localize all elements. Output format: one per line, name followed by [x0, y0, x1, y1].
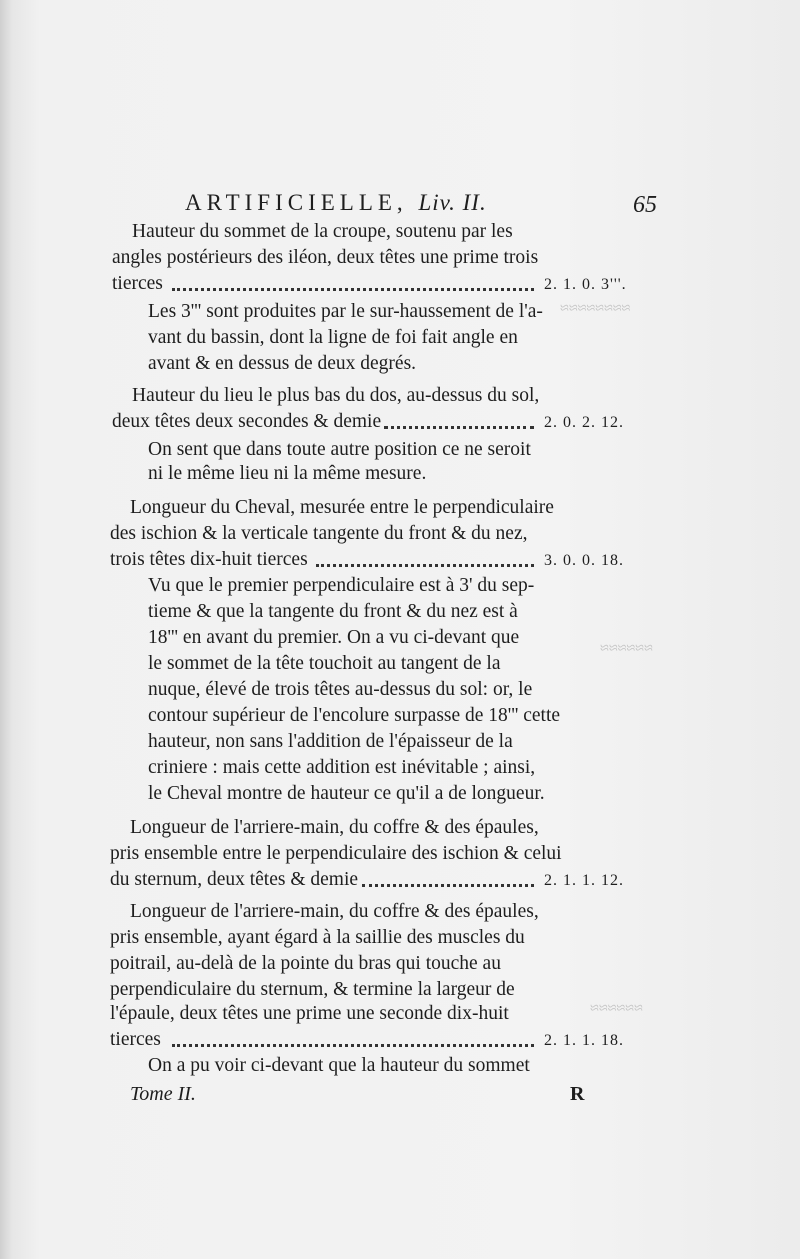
- text-line: hauteur, non sans l'addition de l'épaisseur de la: [148, 731, 513, 752]
- text-line: Hauteur du sommet de la croupe, soutenu par les: [132, 221, 513, 242]
- dot-leader: [172, 1044, 534, 1047]
- text-line: Vu que le premier perpendiculaire est à 3' du sep-: [148, 575, 535, 596]
- text-line: vant du bassin, dont la ligne de foi fait angle en: [148, 327, 518, 348]
- measure: 3. 0. 0. 18.: [544, 552, 624, 569]
- measure: 2. 1. 1. 12.: [544, 872, 624, 889]
- book-number: Liv. II.: [418, 190, 487, 215]
- text-line: ni le même lieu ni la même mesure.: [148, 463, 427, 484]
- text-line: des ischion & la verticale tangente du front & du nez,: [110, 523, 528, 544]
- text-line: deux têtes deux secondes & demie: [112, 411, 382, 432]
- text-line: Longueur du Cheval, mesurée entre le perpendiculaire: [130, 497, 554, 518]
- text-line: le Cheval montre de hauteur ce qu'il a de longueur.: [148, 783, 545, 804]
- running-header: [185, 190, 487, 216]
- volume-label: Tome II.: [130, 1083, 196, 1105]
- show-through-text: ≈≈≈≈≈≈: [590, 1000, 643, 1017]
- text-line: On a pu voir ci-devant que la hauteur du sommet: [148, 1055, 530, 1076]
- text-line: pris ensemble entre le perpendiculaire des ischion & celui: [110, 843, 562, 864]
- text-line: du sternum, deux têtes & demie: [110, 869, 359, 890]
- dot-leader: [316, 564, 534, 567]
- text-line: tierces: [110, 1029, 161, 1050]
- text-line: 18''' en avant du premier. On a vu ci-devant que: [148, 627, 520, 648]
- text-line: perpendiculaire du sternum, & termine la largeur de: [110, 979, 515, 1000]
- running-title: ARTIFICIELLE,: [185, 190, 408, 215]
- dot-leader: [384, 426, 534, 429]
- page-number: 65: [633, 192, 657, 218]
- text-line: poitrail, au-delà de la pointe du bras qui touche au: [110, 953, 501, 974]
- text-line: Hauteur du lieu le plus bas du dos, au-dessus du sol,: [132, 385, 540, 406]
- show-through-text: ≈≈≈≈≈≈: [600, 640, 653, 657]
- text-line: trois têtes dix-huit tierces: [110, 549, 308, 570]
- text-line: contour supérieur de l'encolure surpasse de 18''' cette: [148, 705, 561, 726]
- text-line: pris ensemble, ayant égard à la saillie des muscles du: [110, 927, 525, 948]
- text-line: nuque, élevé de trois têtes au-dessus du sol: or, le: [148, 679, 533, 700]
- text-line: Longueur de l'arriere-main, du coffre & des épaules,: [130, 901, 539, 922]
- text-line: angles postérieurs des iléon, deux têtes une prime trois: [112, 247, 539, 268]
- text-line: On sent que dans toute autre position ce ne seroit: [148, 439, 531, 460]
- show-through-text: ≈≈≈≈≈≈≈≈: [560, 300, 631, 317]
- text-line: Les 3''' sont produites par le sur-haussement de l'a-: [148, 301, 543, 322]
- measure: 2. 1. 0. 3'''.: [544, 276, 627, 293]
- text-line: Longueur de l'arriere-main, du coffre & des épaules,: [130, 817, 539, 838]
- text-line: avant & en dessus de deux degrés.: [148, 353, 417, 374]
- text-line: le sommet de la tête touchoit au tangent de la: [148, 653, 501, 674]
- text-line: criniere : mais cette addition est inévitable ; ainsi,: [148, 757, 536, 778]
- dot-leader: [362, 884, 534, 887]
- measure: 2. 1. 1. 18.: [544, 1032, 624, 1049]
- dot-leader: [172, 288, 534, 291]
- signature-mark: R: [570, 1083, 585, 1105]
- measure: 2. 0. 2. 12.: [544, 414, 624, 431]
- text-line: l'épaule, deux têtes une prime une seconde dix-huit: [110, 1003, 509, 1024]
- text-line: tierces: [112, 273, 163, 294]
- text-line: tieme & que la tangente du front & du nez est à: [148, 601, 518, 622]
